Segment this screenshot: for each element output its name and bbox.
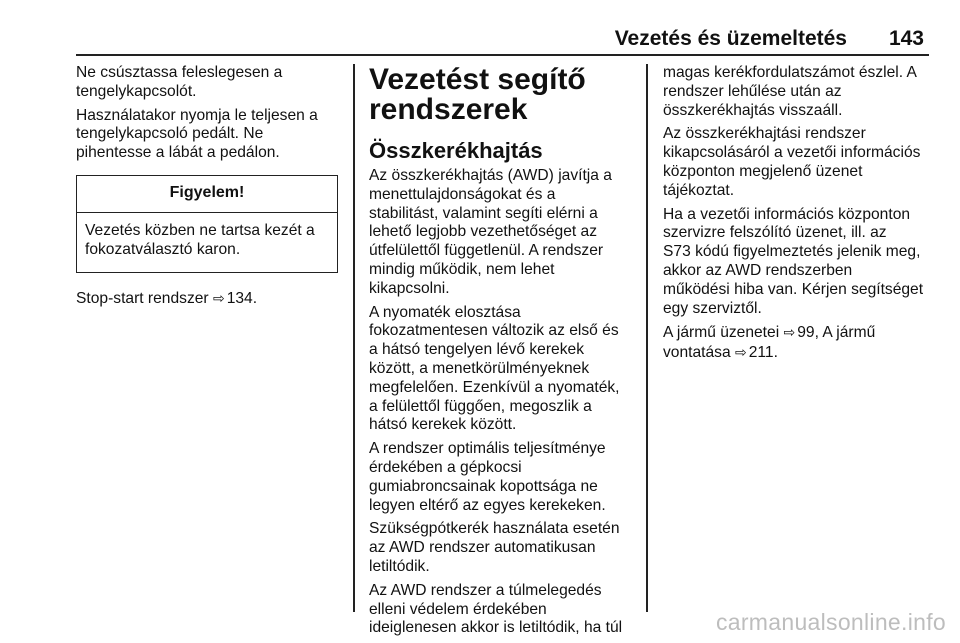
warning-title: Figyelem! xyxy=(77,176,337,213)
paragraph-overheat: Az AWD rendszer a túlmelegedés elleni védelem érdekében ideiglenesen akkor is letiltódik, ha túl xyxy=(369,581,623,637)
page-number: 143 xyxy=(888,27,924,50)
paragraph-cross-refs xyxy=(663,323,931,363)
stop-start-label: Stop-start rendszer xyxy=(76,289,209,307)
paragraph-dic-message: Az összkerékhajtási rendszer kikapcsolásáról a vezetői információs központon megjelenő üzenet tájékoztat. xyxy=(663,125,921,199)
paragraph-wheel-speed: magas kerékfordulatszámot észlel. A rendszer lehűlése után az összkerékhajtás visszaáll. xyxy=(663,64,917,119)
stop-start-link[interactable] xyxy=(213,290,257,307)
section-title: Vezetés és üzemeltetés xyxy=(614,27,847,50)
towing-label: vontatása xyxy=(663,344,731,362)
paragraph-clutch-press: Használatakor nyomja le teljesen a tengelykapcsoló pedált. Ne pihentesse a lábát a pedálon. xyxy=(76,106,318,162)
chapter-heading: Vezetést segítő rendszerek xyxy=(369,63,586,126)
paragraph-tyre-wear: A rendszer optimális teljesítménye érdekében a gépkocsi gumiabroncsainak kopottsága ne legyen eltérő az egyes kerekeken. xyxy=(369,440,606,514)
column-divider-left xyxy=(353,64,355,612)
paragraph-clutch-slip: Ne csúsztassa feleslegesen a tengelykapcsolót. xyxy=(76,64,283,100)
arrow-icon: ⇨ xyxy=(783,324,796,341)
column-right xyxy=(663,64,931,368)
vehicle-messages-link[interactable] xyxy=(784,324,876,341)
stop-start-page-ref: 134. xyxy=(226,289,258,307)
vehicle-messages-label: A jármű üzenetei xyxy=(663,324,780,342)
section-heading: Összkerékhajtás xyxy=(369,138,543,163)
paragraph-service-fault: Ha a vezetői információs központon szervizre felszólító üzenet, ill. az S73 kódú figyelmeztetés jelenik meg, akkor az AWD rendszerben működési hiba van. Kérjen segítséget egy szerviztől. xyxy=(663,205,924,317)
header-divider xyxy=(76,54,929,56)
paragraph-torque-distribution: A nyomaték elosztása fokozatmentesen változik az első és a hátsó tengelyen lévő kerekek között, a menetkörülményeknek megfelelően. Ezenkívül a nyomaték, a felülettől függően, megoszlik a hátsó kerekek között. xyxy=(369,303,620,434)
watermark: carmanualsonline.info xyxy=(715,609,946,635)
vehicle-messages-page-ref: 99, A jármű xyxy=(797,324,876,342)
paragraph-awd-intro: Az összkerékhajtás (AWD) javítja a menettulajdonságokat és a stabilitást, valamint segíti elérni a lehető legjobb vezethetőséget az útfelülettől függetlenül. A rendszer mindig működik, nem lehet kikapcsolni. xyxy=(369,167,612,297)
arrow-icon: ⇨ xyxy=(212,289,225,306)
arrow-icon: ⇨ xyxy=(734,344,747,361)
paragraph-stop-start-ref xyxy=(76,289,338,309)
warning-text: Vezetés közben ne tartsa kezét a fokozatválasztó karon. xyxy=(85,221,315,258)
towing-link[interactable] xyxy=(735,344,778,361)
warning-box xyxy=(76,175,338,273)
page-header xyxy=(0,0,960,60)
paragraph-spare-wheel: Szükségpótkerék használata esetén az AWD rendszer automatikusan letiltódik. xyxy=(369,520,620,575)
column-left xyxy=(76,64,338,313)
column-middle xyxy=(369,64,631,643)
column-divider-right xyxy=(646,64,648,612)
towing-page-ref: 211. xyxy=(748,344,778,362)
